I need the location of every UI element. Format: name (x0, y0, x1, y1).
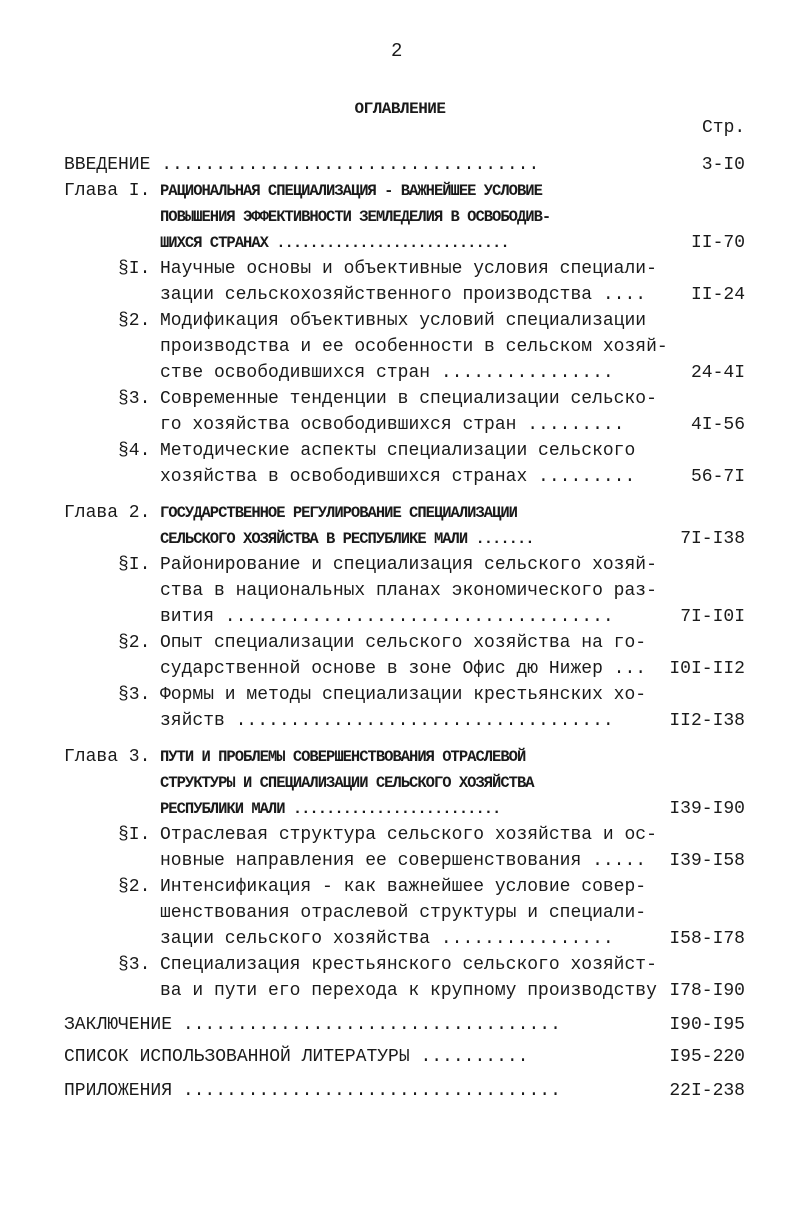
toc-entry-line: СПИСОК ИСПОЛЬЗОВАННОЙ ЛИТЕРАТУРЫ .......... (64, 1047, 529, 1067)
section-label: §4. (118, 441, 151, 461)
toc-entry-line: Опыт специализации сельского хозяйства на го- (160, 633, 647, 653)
section-label: §I. (118, 259, 151, 279)
section-label: §2. (118, 877, 151, 897)
toc-page-range: 4I-56 (690, 415, 745, 435)
section-label: §2. (118, 633, 151, 653)
toc-entry-line: ГОСУДАРСТВЕННОЕ РЕГУЛИРОВАНИЕ СПЕЦИАЛИЗАЦИИ (160, 504, 517, 522)
toc-entry-line: Современные тенденции в специализации сельско- (160, 389, 657, 409)
toc-entry-line: СТРУКТУРЫ И СПЕЦИАЛИЗАЦИИ СЕЛЬСКОГО ХОЗЯЙСТВА (160, 774, 534, 792)
toc-entry-line: ства в национальных планах экономического раз- (160, 581, 657, 601)
toc-page-range: I39-I58 (669, 851, 745, 871)
section-label: §I. (118, 825, 151, 845)
toc-entry-line: го хозяйства освободившихся стран ......... (160, 415, 625, 435)
toc-page-range: II-70 (690, 233, 745, 253)
toc-entry-line: Интенсификация - как важнейшее условие совер- (160, 877, 647, 897)
toc-entry-line: шенствования отраслевой структуры и специали- (160, 903, 647, 923)
toc-page-range: 22I-238 (669, 1081, 745, 1101)
toc-entry-line: РАЦИОНАЛЬНАЯ СПЕЦИАЛИЗАЦИЯ - ВАЖНЕЙШЕЕ УСЛОВИЕ (160, 182, 542, 200)
toc-page-range: II2-I38 (669, 711, 745, 731)
toc-entry-line: Районирование и специализация сельского хозяй- (160, 555, 657, 575)
page-column-header: Стр. (702, 118, 746, 138)
toc-entry-line: ПРИЛОЖЕНИЯ ................................... (64, 1081, 561, 1101)
toc-entry-line: СЕЛЬСКОГО ХОЗЯЙСТВА В РЕСПУБЛИКЕ МАЛИ ....... (160, 530, 534, 548)
toc-entry-line: ЗАКЛЮЧЕНИЕ ................................... (64, 1015, 561, 1035)
toc-entry-line: Формы и методы специализации крестьянских хо- (160, 685, 647, 705)
page-number: 2 (391, 40, 403, 62)
toc-page-range: I78-I90 (669, 981, 745, 1001)
section-label: §I. (118, 555, 151, 575)
chapter-label: Глава 2. (64, 503, 151, 523)
toc-entry-line: производства и ее особенности в сельском хозяй- (160, 337, 668, 357)
section-label: §3. (118, 955, 151, 975)
chapter-label: Глава I. (64, 181, 151, 201)
toc-entry-line: Научные основы и объективные условия специали- (160, 259, 657, 279)
toc-entry-line: зации сельскохозяйственного производства .... (160, 285, 647, 305)
toc-entry-line: Специализация крестьянского сельского хозяйст- (160, 955, 657, 975)
toc-entry-line: ПУТИ И ПРОБЛЕМЫ СОВЕРШЕНСТВОВАНИЯ ОТРАСЛЕВОЙ (160, 748, 526, 766)
toc-entry-line: ва и пути его перехода к крупному производству (160, 981, 657, 1001)
toc-page-range: I90-I95 (669, 1015, 745, 1035)
section-label: §3. (118, 685, 151, 705)
toc-page-range: I95-220 (669, 1047, 745, 1067)
toc-entry-line: зации сельского хозяйства ................ (160, 929, 614, 949)
toc-page-range: 56-7I (690, 467, 745, 487)
toc-entry-line: РЕСПУБЛИКИ МАЛИ ......................... (160, 800, 501, 818)
toc-entry-line: ВВЕДЕНИЕ ................................... (64, 155, 540, 175)
toc-page-range: 7I-I0I (680, 607, 745, 627)
toc-title: ОГЛАВЛЕНИЕ (354, 100, 446, 118)
toc-page-range: I58-I78 (669, 929, 745, 949)
toc-page-range: 3-I0 (701, 155, 745, 175)
toc-entry-line: хозяйства в освободившихся странах ......... (160, 467, 636, 487)
toc-entry-line: зяйств ................................... (160, 711, 614, 731)
toc-page-range: II-24 (690, 285, 745, 305)
section-label: §2. (118, 311, 151, 331)
toc-entry-line: ПОВЫШЕНИЯ ЭФФЕКТИВНОСТИ ЗЕМЛЕДЕЛИЯ В ОСВОБОДИВ- (160, 208, 551, 226)
toc-entry-line: вития .................................... (160, 607, 614, 627)
toc-entry-line: Отраслевая структура сельского хозяйства и ос- (160, 825, 657, 845)
toc-entry-line: сударственной основе в зоне Офис дю Нижер ... (160, 659, 647, 679)
section-label: §3. (118, 389, 151, 409)
chapter-label: Глава 3. (64, 747, 151, 767)
toc-page-range: I0I-II2 (669, 659, 745, 679)
toc-entry-line: новные направления ее совершенствования ..... (160, 851, 647, 871)
toc-entry-line: стве освободившихся стран ................ (160, 363, 614, 383)
toc-entry-line: ШИХСЯ СТРАНАХ ............................ (160, 234, 509, 252)
toc-page-range: I39-I90 (669, 799, 745, 819)
toc-entry-line: Методические аспекты специализации сельского (160, 441, 636, 461)
toc-page-range: 24-4I (690, 363, 745, 383)
toc-entry-line: Модификация объективных условий специализации (160, 311, 647, 331)
toc-page-range: 7I-I38 (680, 529, 745, 549)
